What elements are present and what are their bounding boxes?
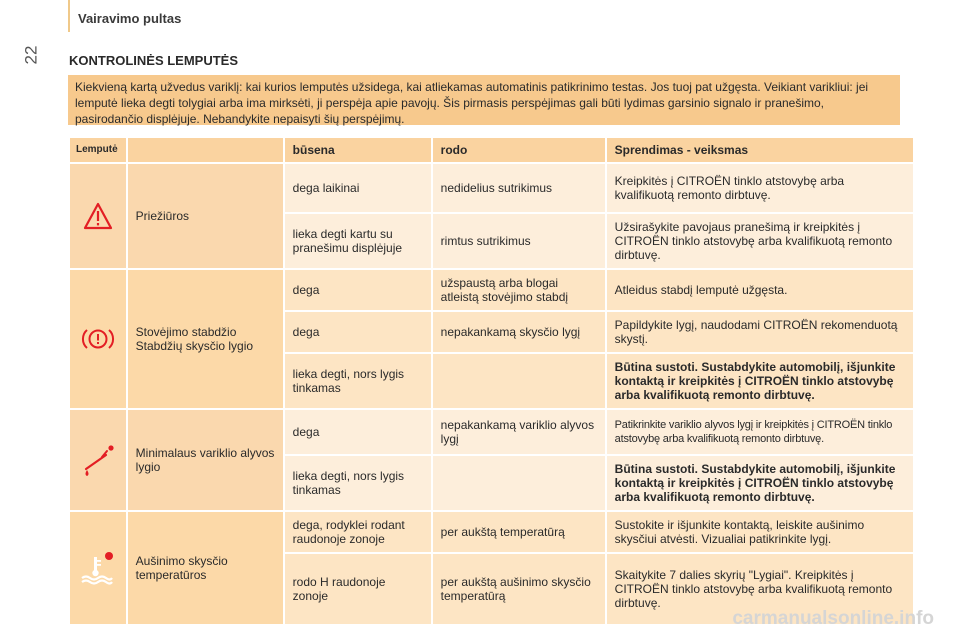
state-cell: lieka degti, nors lygis tinkamas: [285, 354, 431, 408]
lamp-cell: [70, 410, 126, 510]
page-title: KONTROLINĖS LEMPUTĖS: [69, 53, 239, 68]
brake-warning-icon: [81, 326, 115, 352]
warning-triangle-icon: [83, 202, 113, 230]
cause-cell: per aukštą temperatūrą: [433, 512, 605, 552]
warning-lamps-table: [68, 136, 915, 626]
lamp-name: Stovėjimo stabdžio Stabdžių skysčio lygio: [128, 270, 283, 408]
action-cell: Kreipkitės į CITROËN tinklo atstovybę arba kvalifikuotą remonto dirbtuvę.: [607, 164, 913, 212]
oil-level-icon: [80, 443, 116, 477]
header-accent-bar: [68, 0, 70, 32]
action-cell: Sustokite ir išjunkite kontaktą, leiskite aušinimo skysčiui atvėsti. Vizualiai patikrinkite lygį.: [607, 512, 913, 552]
table-row: [70, 410, 913, 454]
state-cell: dega, rodyklei rodant raudonoje zonoje: [285, 512, 431, 552]
lamp-cell: [70, 270, 126, 408]
state-cell: dega: [285, 410, 431, 454]
coolant-temperature-icon: [78, 551, 118, 585]
action-cell: Atleidus stabdį lemputė užgęsta.: [607, 270, 913, 310]
action-cell: Skaitykite 7 dalies skyrių "Lygiai". Kreipkitės į CITROËN tinklo atstovybę arba kvalifikuotą remonto dirbtuvę.: [607, 554, 913, 624]
cause-cell: užspaustą arba blogai atleistą stovėjimo stabdį: [433, 270, 605, 310]
header-state: būsena: [285, 138, 431, 162]
action-cell: Užsirašykite pavojaus pranešimą ir kreipkitės į CITROËN tinklo atstovybę arba kvalifikuotą remonto dirbtuvę.: [607, 214, 913, 268]
cause-cell: rimtus sutrikimus: [433, 214, 605, 268]
watermark: carmanualsonline.info: [732, 608, 934, 629]
lamp-cell: [70, 164, 126, 268]
cause-cell: per aukštą aušinimo skysčio temperatūrą: [433, 554, 605, 624]
action-cell: Papildykite lygį, naudodami CITROËN rekomenduotą skystį.: [607, 312, 913, 352]
state-cell: lieka degti, nors lygis tinkamas: [285, 456, 431, 510]
cause-cell: nepakankamą skysčio lygį: [433, 312, 605, 352]
lamp-cell: [70, 512, 126, 624]
lamp-name: Aušinimo skysčio temperatūros: [128, 512, 283, 624]
action-cell: Būtina sustoti. Sustabdykite automobilį, išjunkite kontaktą ir kreipkitės į CITROËN tinklo atstovybę arba kvalifikuotą remonto dirbtuvę.: [607, 456, 913, 510]
cause-cell: nepakankamą variklio alyvos lygį: [433, 410, 605, 454]
table-row: [70, 164, 913, 212]
table-row: [70, 270, 913, 310]
header-action: Sprendimas - veiksmas: [607, 138, 913, 162]
header-name: [128, 138, 283, 162]
table-row: [70, 512, 913, 552]
section-title: Vairavimo pultas: [78, 11, 182, 26]
state-cell: lieka degti kartu su pranešimu displėjuje: [285, 214, 431, 268]
lamp-name: Minimalaus variklio alyvos lygio: [128, 410, 283, 510]
header-lamp: Lemputė: [70, 138, 126, 162]
action-cell: Patikrinkite variklio alyvos lygį ir kreipkitės į CITROËN tinklo atstovybę arba kvalifikuotą remonto dirbtuvę.: [607, 410, 913, 454]
table-header-row: [70, 138, 913, 162]
cause-cell: [433, 456, 605, 510]
state-cell: dega laikinai: [285, 164, 431, 212]
page-number: 22: [21, 45, 41, 65]
header-cause: rodo: [433, 138, 605, 162]
state-cell: dega: [285, 270, 431, 310]
intro-paragraph: Kiekvieną kartą užvedus variklį: kai kurios lemputės užsidega, kai atliekamas automatinis patikrinimo testas. Jos tuoj pat užgęsta. Veikiant varikliui: jei lemputė lieka degti tolygiai arba ima mirksėti, ji perspėja apie pavojų. Šis pirmasis perspėjimas gali būti lydimas garsinio signalo ir pranešimo, pasirodančio displėjuje. Nebandykite nepaisyti šių perspėjimų.: [68, 75, 900, 125]
action-cell: Būtina sustoti. Sustabdykite automobilį, išjunkite kontaktą ir kreipkitės į CITROËN tinklo atstovybę arba kvalifikuotą remonto dirbtuvę.: [607, 354, 913, 408]
state-cell: rodo H raudonoje zonoje: [285, 554, 431, 624]
lamp-name: Priežiūros: [128, 164, 283, 268]
cause-cell: [433, 354, 605, 408]
state-cell: dega: [285, 312, 431, 352]
cause-cell: nedidelius sutrikimus: [433, 164, 605, 212]
